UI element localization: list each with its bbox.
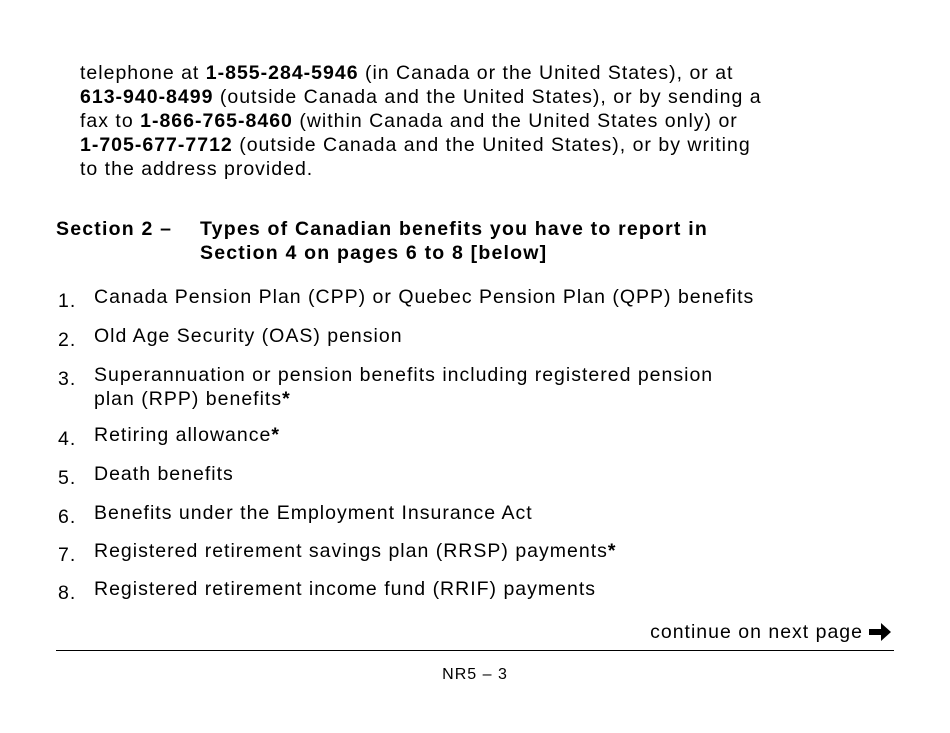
intro-text: fax to [80, 110, 141, 132]
item-number: 3. [58, 368, 77, 390]
item-number: 8. [58, 582, 77, 604]
fax-number: 1-866-765-8460 [140, 110, 293, 132]
intro-text: telephone at [80, 62, 206, 84]
asterisk-mark: * [271, 424, 280, 446]
intro-text: (outside Canada and the United States), or by writing [232, 134, 751, 156]
fax-number: 1-705-677-7712 [80, 134, 233, 156]
continue-link[interactable] [650, 620, 893, 644]
phone-number: 1-855-284-5946 [205, 62, 359, 84]
item-number: 6. [58, 506, 77, 528]
section-label: Section 2 – [56, 218, 173, 240]
intro-text: (outside Canada and the United States), or by sending a [213, 86, 762, 108]
item-number: 1. [58, 290, 77, 312]
item-text: Death benefits [94, 463, 234, 485]
item-text: Superannuation or pension benefits including registered pension plan (RPP) benefits* [94, 364, 714, 410]
asterisk-mark: * [607, 540, 617, 562]
intro-line [80, 61, 910, 85]
intro-line [80, 109, 910, 133]
item-text: Old Age Security (OAS) pension [94, 325, 403, 347]
intro-line: to the address provided. [80, 158, 314, 180]
page-footer: NR5 – 3 [442, 666, 508, 683]
item-number: 2. [58, 329, 77, 351]
divider [56, 650, 894, 651]
intro-text: (in Canada or the United States), or at [358, 62, 734, 84]
item-number: 4. [58, 428, 77, 450]
item-text: Retiring allowance* [94, 424, 280, 446]
intro-line [80, 133, 910, 157]
item-text: Canada Pension Plan (CPP) or Quebec Pension Plan (QPP) benefits [94, 286, 755, 308]
asterisk-mark: * [282, 388, 291, 410]
item-number: 7. [58, 544, 77, 566]
section-title-line: Types of Canadian benefits you have to report in [200, 218, 708, 240]
section-title [200, 217, 708, 265]
phone-number: 613-940-8499 [80, 86, 214, 108]
item-text: Benefits under the Employment Insurance Act [94, 502, 533, 524]
intro-paragraph [80, 61, 910, 181]
arrow-right-icon [867, 621, 893, 643]
item-text: Registered retirement savings plan (RRSP) payments* [94, 540, 617, 562]
intro-text: (within Canada and the United States only) or [292, 110, 738, 132]
item-number: 5. [58, 467, 77, 489]
continue-label: continue on next page [650, 621, 863, 643]
item-text: Registered retirement income fund (RRIF) payments [94, 578, 597, 600]
intro-line [80, 85, 910, 109]
section-title-line: Section 4 on pages 6 to 8 [below] [200, 242, 548, 264]
